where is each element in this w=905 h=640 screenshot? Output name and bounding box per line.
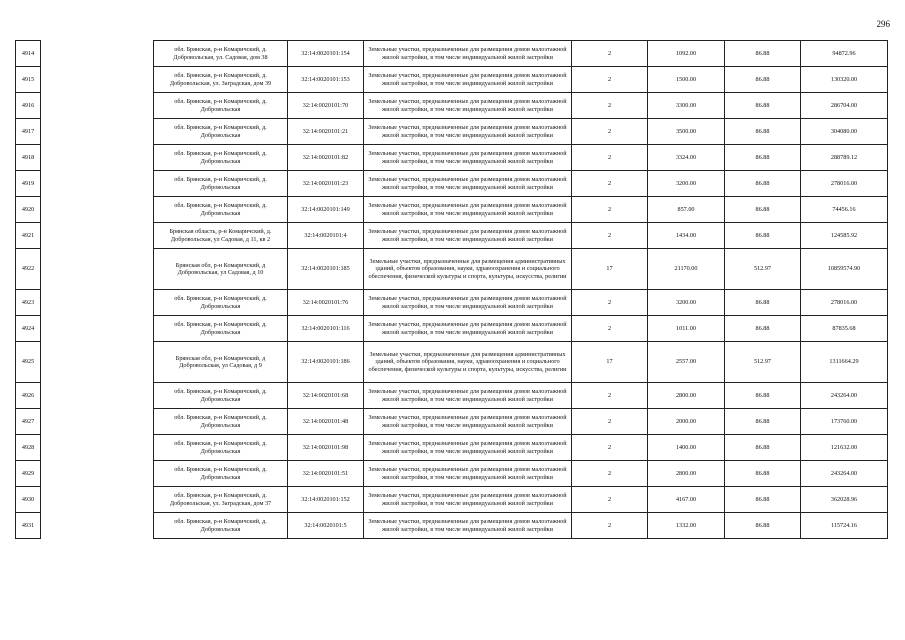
- table-row: [16, 409, 888, 435]
- specific-value-cell: 86.88: [725, 67, 801, 93]
- area-cell: 2000.00: [648, 409, 725, 435]
- use-group-cell: 2: [572, 383, 648, 409]
- row-number: 4922: [16, 249, 41, 290]
- row-number: 4921: [16, 223, 41, 249]
- land-use-cell: Земельные участки, предназначенные для размещения домов малоэтажной жилой застройки, в том числе индивидуальной жилой застройки: [364, 409, 572, 435]
- table-row: [16, 67, 888, 93]
- address-cell: обл. Брянская, р-н Комаричский, д. Добровольская: [154, 435, 288, 461]
- spacer-cell: [41, 342, 154, 383]
- use-group-cell: 2: [572, 119, 648, 145]
- land-use-cell: Земельные участки, предназначенные для размещения домов малоэтажной жилой застройки, в том числе индивидуальной жилой застройки: [364, 487, 572, 513]
- address-cell: обл. Брянская, р-н Комаричский, д. Добровольская, ул. Заградская, дом 37: [154, 487, 288, 513]
- use-group-cell: 2: [572, 145, 648, 171]
- specific-value-cell: 86.88: [725, 383, 801, 409]
- row-number: 4924: [16, 316, 41, 342]
- cadastral-number-cell: 32:14:0020101:76: [288, 290, 364, 316]
- cadastral-value-cell: 115724.16: [801, 513, 888, 539]
- spacer-cell: [41, 316, 154, 342]
- row-number: 4928: [16, 435, 41, 461]
- cadastral-value-cell: 278016.00: [801, 171, 888, 197]
- table-row: [16, 316, 888, 342]
- area-cell: 2800.00: [648, 383, 725, 409]
- table-row: [16, 487, 888, 513]
- spacer-cell: [41, 513, 154, 539]
- spacer-cell: [41, 409, 154, 435]
- specific-value-cell: 512.97: [725, 249, 801, 290]
- use-group-cell: 17: [572, 249, 648, 290]
- area-cell: 1500.00: [648, 67, 725, 93]
- row-number: 4929: [16, 461, 41, 487]
- spacer-cell: [41, 93, 154, 119]
- use-group-cell: 2: [572, 223, 648, 249]
- cadastral-number-cell: 32:14:0020101:116: [288, 316, 364, 342]
- address-cell: обл. Брянская, р-н Комаричский, д. Добровольская: [154, 316, 288, 342]
- use-group-cell: 2: [572, 171, 648, 197]
- cadastral-value-cell: 173760.00: [801, 409, 888, 435]
- table-row: [16, 461, 888, 487]
- spacer-cell: [41, 67, 154, 93]
- specific-value-cell: 86.88: [725, 461, 801, 487]
- table-row: [16, 249, 888, 290]
- cadastral-number-cell: 32:14:0020101:23: [288, 171, 364, 197]
- spacer-cell: [41, 145, 154, 171]
- table-row: [16, 41, 888, 67]
- address-cell: Брянская обл, р-н Комаричский, д Добровольская, ул Садовая, д 9: [154, 342, 288, 383]
- area-cell: 1434.00: [648, 223, 725, 249]
- registry-table: [15, 40, 888, 539]
- land-use-cell: Земельные участки, предназначенные для размещения домов малоэтажной жилой застройки, в том числе индивидуальной жилой застройки: [364, 316, 572, 342]
- row-number: 4920: [16, 197, 41, 223]
- land-use-cell: Земельные участки, предназначенные для размещения домов малоэтажной жилой застройки, в том числе индивидуальной жилой застройки: [364, 290, 572, 316]
- specific-value-cell: 86.88: [725, 409, 801, 435]
- area-cell: 1332.00: [648, 513, 725, 539]
- use-group-cell: 2: [572, 67, 648, 93]
- table-row: [16, 197, 888, 223]
- use-group-cell: 2: [572, 316, 648, 342]
- use-group-cell: 2: [572, 41, 648, 67]
- row-number: 4926: [16, 383, 41, 409]
- cadastral-value-cell: 243264.00: [801, 461, 888, 487]
- address-cell: обл. Брянская, р-н Комаричский, д. Добровольская, ул. Заградская, дом 39: [154, 67, 288, 93]
- address-cell: обл. Брянская, р-н Комаричский, д. Добровольская: [154, 145, 288, 171]
- land-use-cell: Земельные участки, предназначенные для размещения домов малоэтажной жилой застройки, в том числе индивидуальной жилой застройки: [364, 197, 572, 223]
- cadastral-number-cell: 32:14:0020101:51: [288, 461, 364, 487]
- cadastral-number-cell: 32:14:0020101:152: [288, 487, 364, 513]
- land-use-cell: Земельные участки, предназначенные для размещения домов малоэтажной жилой застройки, в том числе индивидуальной жилой застройки: [364, 119, 572, 145]
- spacer-cell: [41, 435, 154, 461]
- page-number: 296: [876, 19, 890, 29]
- cadastral-number-cell: 32:14:0020101:48: [288, 409, 364, 435]
- spacer-cell: [41, 487, 154, 513]
- cadastral-value-cell: 87835.68: [801, 316, 888, 342]
- row-number: 4930: [16, 487, 41, 513]
- specific-value-cell: 86.88: [725, 513, 801, 539]
- use-group-cell: 2: [572, 93, 648, 119]
- land-use-cell: Земельные участки, предназначенные для размещения домов малоэтажной жилой застройки, в том числе индивидуальной жилой застройки: [364, 67, 572, 93]
- cadastral-number-cell: 32:14:0020101:149: [288, 197, 364, 223]
- land-use-cell: Земельные участки, предназначенные для размещения административных зданий, объектов образования, науки, здравоохранения и социального обеспечения, физической культуры и спорта, культуры, искусства, религии: [364, 342, 572, 383]
- use-group-cell: 2: [572, 461, 648, 487]
- area-cell: 3500.00: [648, 119, 725, 145]
- spacer-cell: [41, 249, 154, 290]
- address-cell: обл. Брянская, р-н Комаричский, д. Добровольская: [154, 290, 288, 316]
- address-cell: обл. Брянская, р-н Комаричский, д. Добровольская: [154, 119, 288, 145]
- area-cell: 1400.00: [648, 435, 725, 461]
- address-cell: обл. Брянская, р-н Комаричский, д. Добровольская: [154, 409, 288, 435]
- table-row: [16, 342, 888, 383]
- area-cell: 2800.00: [648, 461, 725, 487]
- specific-value-cell: 86.88: [725, 435, 801, 461]
- specific-value-cell: 86.88: [725, 487, 801, 513]
- cadastral-number-cell: 32:14:0020101:153: [288, 67, 364, 93]
- row-number: 4914: [16, 41, 41, 67]
- specific-value-cell: 512.97: [725, 342, 801, 383]
- specific-value-cell: 86.88: [725, 197, 801, 223]
- cadastral-value-cell: 94872.96: [801, 41, 888, 67]
- area-cell: 2557.00: [648, 342, 725, 383]
- cadastral-number-cell: 32:14:0020101:4: [288, 223, 364, 249]
- row-number: 4919: [16, 171, 41, 197]
- area-cell: 3200.00: [648, 290, 725, 316]
- cadastral-value-cell: 74456.16: [801, 197, 888, 223]
- address-cell: Брянская область, р-н Комаричский, д. Добровольская, ул Садовая, д 11, кв 2: [154, 223, 288, 249]
- table-row: [16, 290, 888, 316]
- address-cell: обл. Брянская, р-н Комаричский, д. Добровольская: [154, 513, 288, 539]
- row-number: 4927: [16, 409, 41, 435]
- address-cell: обл. Брянская, р-н Комаричский, д. Добровольская: [154, 461, 288, 487]
- cadastral-value-cell: 243264.00: [801, 383, 888, 409]
- spacer-cell: [41, 119, 154, 145]
- spacer-cell: [41, 223, 154, 249]
- land-use-cell: Земельные участки, предназначенные для размещения домов малоэтажной жилой застройки, в том числе индивидуальной жилой застройки: [364, 41, 572, 67]
- area-cell: 21170.00: [648, 249, 725, 290]
- table-row: [16, 383, 888, 409]
- cadastral-value-cell: 286704.00: [801, 93, 888, 119]
- cadastral-number-cell: 32:14:0020101:185: [288, 249, 364, 290]
- specific-value-cell: 86.88: [725, 223, 801, 249]
- cadastral-value-cell: 121632.00: [801, 435, 888, 461]
- cadastral-number-cell: 32:14:0020101:5: [288, 513, 364, 539]
- specific-value-cell: 86.88: [725, 316, 801, 342]
- cadastral-value-cell: 362028.96: [801, 487, 888, 513]
- row-number: 4916: [16, 93, 41, 119]
- cadastral-value-cell: 10859574.90: [801, 249, 888, 290]
- address-cell: обл. Брянская, р-н Комаричский, д. Добровольская: [154, 383, 288, 409]
- cadastral-number-cell: 32:14:0020101:98: [288, 435, 364, 461]
- spacer-cell: [41, 171, 154, 197]
- cadastral-value-cell: 304080.00: [801, 119, 888, 145]
- row-number: 4925: [16, 342, 41, 383]
- area-cell: 3200.00: [648, 171, 725, 197]
- cadastral-value-cell: 278016.00: [801, 290, 888, 316]
- cadastral-number-cell: 32:14:0020101:154: [288, 41, 364, 67]
- area-cell: 857.00: [648, 197, 725, 223]
- land-use-cell: Земельные участки, предназначенные для размещения административных зданий, объектов образования, науки, здравоохранения и социального обеспечения, физической культуры и спорта, культуры, искусства, религии: [364, 249, 572, 290]
- use-group-cell: 2: [572, 513, 648, 539]
- use-group-cell: 17: [572, 342, 648, 383]
- table-row: [16, 435, 888, 461]
- spacer-cell: [41, 290, 154, 316]
- specific-value-cell: 86.88: [725, 93, 801, 119]
- specific-value-cell: 86.88: [725, 119, 801, 145]
- land-use-cell: Земельные участки, предназначенные для размещения домов малоэтажной жилой застройки, в том числе индивидуальной жилой застройки: [364, 513, 572, 539]
- cadastral-value-cell: 124585.92: [801, 223, 888, 249]
- land-use-cell: Земельные участки, предназначенные для размещения домов малоэтажной жилой застройки, в том числе индивидуальной жилой застройки: [364, 171, 572, 197]
- area-cell: 3300.00: [648, 93, 725, 119]
- land-use-cell: Земельные участки, предназначенные для размещения домов малоэтажной жилой застройки, в том числе индивидуальной жилой застройки: [364, 93, 572, 119]
- spacer-cell: [41, 41, 154, 67]
- specific-value-cell: 86.88: [725, 145, 801, 171]
- area-cell: 4167.00: [648, 487, 725, 513]
- use-group-cell: 2: [572, 290, 648, 316]
- table-row: [16, 171, 888, 197]
- cadastral-number-cell: 32:14:0020101:21: [288, 119, 364, 145]
- row-number: 4917: [16, 119, 41, 145]
- land-use-cell: Земельные участки, предназначенные для размещения домов малоэтажной жилой застройки, в том числе индивидуальной жилой застройки: [364, 145, 572, 171]
- table-row: [16, 513, 888, 539]
- specific-value-cell: 86.88: [725, 41, 801, 67]
- row-number: 4915: [16, 67, 41, 93]
- address-cell: обл. Брянская, р-н Комаричский, д. Добровольская: [154, 197, 288, 223]
- spacer-cell: [41, 383, 154, 409]
- area-cell: 1011.00: [648, 316, 725, 342]
- address-cell: обл. Брянская, р-н Комаричский, д. Добровольская: [154, 171, 288, 197]
- cadastral-number-cell: 32:14:0020101:82: [288, 145, 364, 171]
- area-cell: 3324.00: [648, 145, 725, 171]
- cadastral-number-cell: 32:14:0020101:68: [288, 383, 364, 409]
- table-row: [16, 119, 888, 145]
- row-number: 4923: [16, 290, 41, 316]
- land-use-cell: Земельные участки, предназначенные для размещения домов малоэтажной жилой застройки, в том числе индивидуальной жилой застройки: [364, 461, 572, 487]
- cadastral-number-cell: 32:14:0020101:70: [288, 93, 364, 119]
- land-use-cell: Земельные участки, предназначенные для размещения домов малоэтажной жилой застройки, в том числе индивидуальной жилой застройки: [364, 435, 572, 461]
- registry-rows: [16, 41, 888, 539]
- specific-value-cell: 86.88: [725, 290, 801, 316]
- table-row: [16, 145, 888, 171]
- table-row: [16, 93, 888, 119]
- cadastral-number-cell: 32:14:0020101:186: [288, 342, 364, 383]
- spacer-cell: [41, 197, 154, 223]
- area-cell: 1092.00: [648, 41, 725, 67]
- cadastral-value-cell: 288789.12: [801, 145, 888, 171]
- land-use-cell: Земельные участки, предназначенные для размещения домов малоэтажной жилой застройки, в том числе индивидуальной жилой застройки: [364, 223, 572, 249]
- use-group-cell: 2: [572, 409, 648, 435]
- row-number: 4918: [16, 145, 41, 171]
- cadastral-value-cell: 130320.00: [801, 67, 888, 93]
- address-cell: обл. Брянская, р-н Комаричский, д. Добровольская: [154, 93, 288, 119]
- use-group-cell: 2: [572, 487, 648, 513]
- address-cell: обл. Брянская, р-н Комаричский, д. Добровольская, ул. Садовая, дом 38: [154, 41, 288, 67]
- cadastral-value-cell: 1311664.29: [801, 342, 888, 383]
- address-cell: Брянская обл, р-н Комаричский, д Добровольская, ул Садовая, д 10: [154, 249, 288, 290]
- land-use-cell: Земельные участки, предназначенные для размещения домов малоэтажной жилой застройки, в том числе индивидуальной жилой застройки: [364, 383, 572, 409]
- spacer-cell: [41, 461, 154, 487]
- row-number: 4931: [16, 513, 41, 539]
- use-group-cell: 2: [572, 435, 648, 461]
- table-row: [16, 223, 888, 249]
- use-group-cell: 2: [572, 197, 648, 223]
- specific-value-cell: 86.88: [725, 171, 801, 197]
